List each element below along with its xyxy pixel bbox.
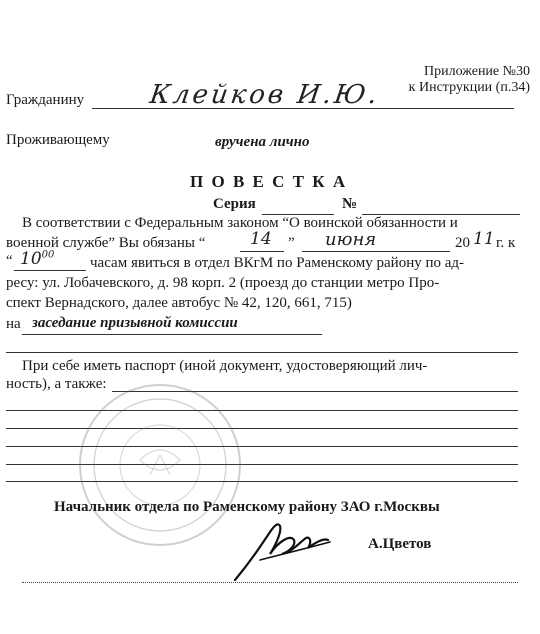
quote-open: “ [6,253,13,269]
body-line-5: спект Вернадского, далее автобус № 42, 120, 661, 715) [6,295,352,311]
year-handwritten: 11 [473,229,495,249]
day-handwritten: 14 [250,229,272,249]
page-title: П О В Е С Т К А [190,172,348,191]
purpose-underline [22,334,322,335]
hour-handwritten [20,249,54,269]
handwritten-signature [230,512,350,582]
appendix-line-1: Приложение №30 [424,64,530,79]
month-handwritten: июня [325,229,377,250]
series-label: Серия [213,196,256,212]
hour-underline [14,270,86,271]
residence-value: вручена лично [215,134,310,150]
number-label: № [342,196,358,212]
separator-line [6,352,518,353]
head-name: А.Цветов [368,536,432,552]
year-prefix: 20 [455,235,470,251]
citizen-name-handwritten: Клейков И.Ю. [147,80,382,110]
body-line-2-part-3: г. к [496,235,516,251]
citizen-label: Гражданину [6,92,85,108]
purpose-value: заседание призывной комиссии [32,315,238,331]
appendix-line-2: к Инструкции (п.34) [408,80,530,95]
day-underline [240,251,284,252]
hour-value: 10 [20,249,42,269]
official-stamp [70,380,250,550]
head-title: Начальник отдела по Раменскому району ЗАО г.Москвы [54,499,440,515]
purpose-label: на [6,316,21,332]
documents-line-1: При себе иметь паспорт (иной документ, удостоверяющий лич- [22,358,428,374]
hour-minutes: 00 [41,249,55,261]
body-line-2-part-2: ” [288,235,295,251]
appendix-note [409,64,530,96]
documents-line-2: ность), а также: [6,376,107,392]
body-line-3: часам явиться в отдел ВКгМ по Раменскому району по ад- [90,255,465,271]
body-line-2-part-1: военной службе” Вы обязаны “ [6,235,206,251]
body-line-1: В соответствии с Федеральным законом “О воинской обязанности и [22,215,458,231]
month-underline [302,251,450,252]
bottom-dotted-line [22,582,518,583]
body-line-4: ресу: ул. Лобачевского, д. 98 корп. 2 (проезд до станции метро Про- [6,275,440,291]
residence-label: Проживающему [6,132,110,148]
